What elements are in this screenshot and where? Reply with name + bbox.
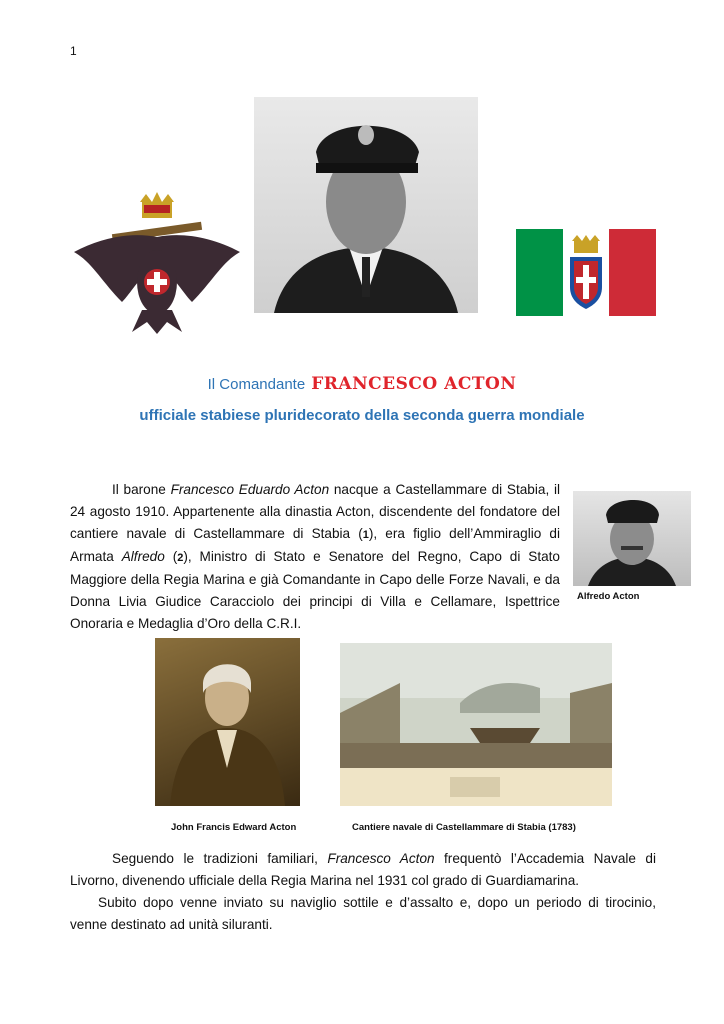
caption-alfredo: Alfredo Acton — [577, 591, 640, 602]
paragraph-academy — [70, 848, 656, 936]
italic-name: Francesco Eduardo Acton — [170, 482, 330, 497]
text: nacque a Castellammare di Stabia, il 24 agosto 1910. Appartenente alla dinastia Acton, discendente del fondatore del cantiere navale di Castellammare di Stabia ( — [70, 482, 560, 541]
italic-name: Alfredo — [121, 549, 165, 564]
caption-shipyard: Cantiere navale di Castellammare di Stabia (1783) — [352, 822, 576, 833]
paragraph-assignment — [70, 892, 656, 936]
caption-john: John Francis Edward Acton — [171, 822, 297, 833]
portrait-main-image — [254, 97, 478, 313]
page-number: 1 — [70, 44, 77, 58]
text: Il barone — [112, 482, 171, 497]
portrait-john-image — [155, 638, 300, 806]
page-subtitle: ufficiale stabiese pluridecorato della seconda guerra mondiale — [139, 407, 585, 424]
flag-image — [516, 229, 656, 316]
text: Seguendo le tradizioni familiari, — [112, 851, 328, 866]
eagle-icon — [72, 192, 242, 337]
page-title — [0, 374, 724, 394]
portrait-alfredo-image — [573, 491, 691, 586]
reference-2: 2 — [177, 552, 184, 564]
title-prefix: Il Comandante — [207, 376, 306, 393]
shipyard-painting-image — [340, 643, 612, 806]
text: ), era figlio dell’Ammiraglio di Armata — [70, 526, 561, 564]
italic-name: Francesco Acton — [327, 851, 435, 866]
reference-1: 1 — [362, 529, 369, 541]
text: Subito dopo venne inviato su naviglio sottile e d’assalto e, dopo un periodo di tirocinio, venne destinato ad unità siluranti. — [70, 895, 656, 932]
paragraph-biography — [70, 479, 560, 635]
text: ), Ministro di Stato e Senatore del Regno, Capo di Stato Maggiore della Regia Marina e già Comandante in Capo delle Forze Navali, e da Donna Livia Giudice Caracciolo dei principi di Villa e Cellamare, Ispettrice Onoraria e Medaglia d’Oro della C.R.I. — [70, 549, 560, 631]
coat-of-arms-image — [72, 192, 242, 337]
title-name: FRANCESCO ACTON — [311, 374, 517, 394]
text: frequentò l’Accademia Navale di Livorno, divenendo ufficiale della Regia Marina nel 1931 col grado di Guardiamarina. — [70, 851, 656, 888]
savoy-shield-icon — [566, 235, 606, 311]
text: ( — [164, 549, 178, 564]
